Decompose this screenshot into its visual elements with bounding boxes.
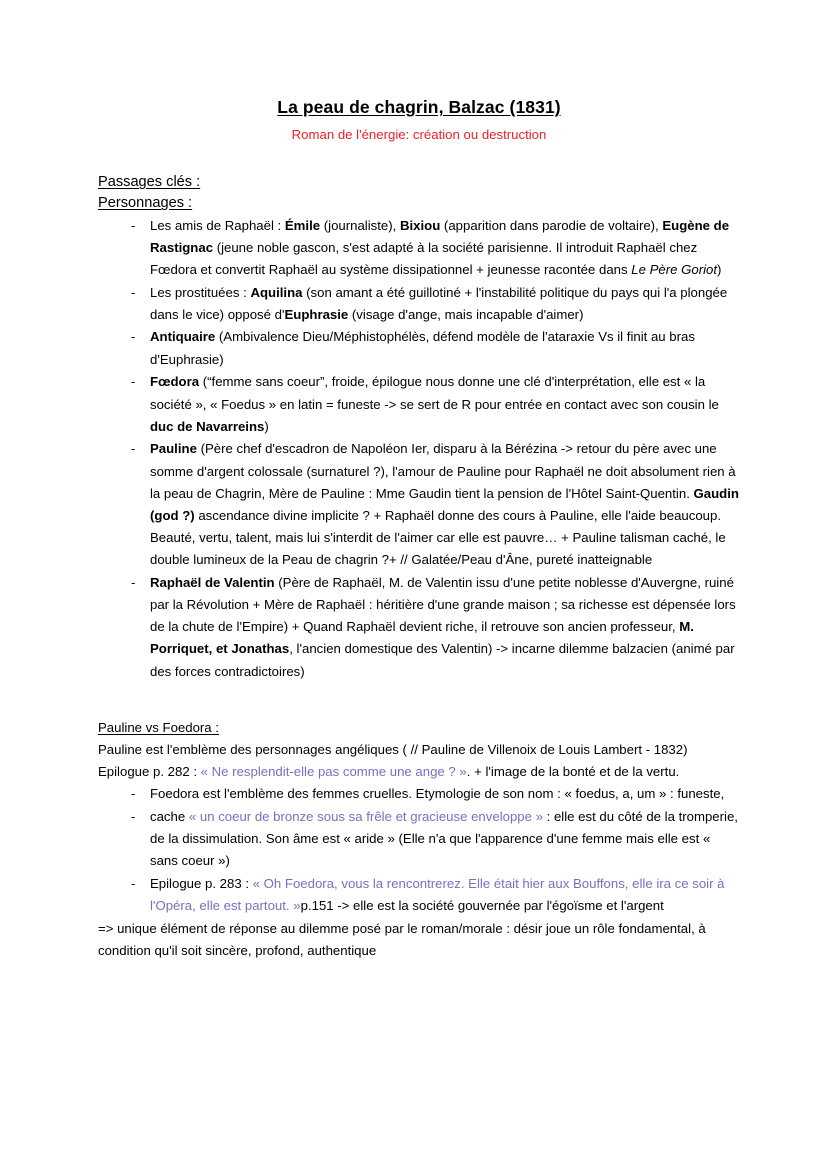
prostituees-tail: (visage d'ange, mais incapable d'aimer): [348, 306, 584, 322]
bullet-marker: -: [131, 808, 136, 824]
antiquaire-name: Antiquaire: [150, 329, 216, 345]
foedora-etymologie-text: Foedora est l'emblème des femmes cruelles. Etymologie de son nom : « foedus, a, um » : funeste,: [150, 786, 725, 802]
title-block: [98, 0, 740, 143]
bullet-marker: -: [131, 875, 136, 891]
antiquaire-text: (Ambivalence Dieu/Méphistophélès, défend modèle de l'ataraxie Vs il finit au bras d'Euphrasie): [150, 329, 695, 367]
heading-passages-cles: Passages clés :: [98, 174, 201, 191]
foedora-text: (“femme sans coeur”, froide, épilogue nous donne une clé d'interprétation, elle est « la société », « Foedus » en latin = funeste -> se sert de R pour entrée en contact avec son cousin le: [150, 374, 719, 412]
amis-bixiou: Bixiou: [399, 217, 441, 233]
amis-tail: ): [717, 261, 722, 277]
raphael-text-2: , l'ancien domestique des Valentin) -> incarne dilemme balzacien (animé par des forces contradictoires): [150, 641, 735, 679]
pauline-intro-quote: « Ne resplendit-elle pas comme une ange ? »: [200, 764, 467, 780]
bullet-marker: -: [131, 284, 136, 300]
raphael-porriquet: M. Porriquet, et Jonathas: [150, 619, 694, 657]
cache-tail: : elle est du côté de la tromperie, de la dissimulation. Son âme est « aride » (Elle n'a que l'apparence d'une femme mais elle est « sans coeur »): [150, 808, 738, 869]
cache-quote: « un coeur de bronze sous sa frêle et gracieuse enveloppe »: [188, 808, 543, 824]
bullet-marker: -: [131, 441, 136, 457]
bullet-marker: -: [131, 217, 136, 233]
raphael-name: Raphaël de Valentin: [150, 574, 275, 590]
amis-lead: Les amis de Raphaël :: [150, 217, 285, 233]
pauline-name: Pauline: [150, 441, 197, 457]
amis-rastignac-note: (jeune noble gascon, s'est adapté à la société parisienne. Il introduit Raphaël chez Fœdora et convertit Raphaël au système dissipationnel + jeunesse racontée dans: [150, 239, 698, 277]
pauline-intro-paragraph: [98, 739, 740, 783]
epilogue-quote: « Oh Foedora, vous la rencontrerez. Elle était hier aux Bouffons, elle ira ce soir à l'Opéra, elle est partout. »: [150, 875, 725, 914]
list-item-pauline: [98, 438, 740, 571]
prostituees-mid: (son amant a été guillotiné + l'instabilité politique du pays qui l'a plongée dans le vice) opposé d': [150, 284, 728, 322]
heading-pauline-vs-foedora: Pauline vs Foedora :: [98, 719, 219, 735]
prostituees-lead: Les prostituées :: [150, 284, 251, 300]
amis-goriot-title: Le Père Goriot: [631, 261, 718, 277]
list-item-cache: [98, 806, 740, 873]
prostituees-euphrasie: Euphrasie: [284, 306, 349, 322]
heading-personnages: Personnages :: [98, 195, 193, 212]
amis-rastignac: Eugène de Rastignac: [150, 217, 730, 255]
raphael-text-1: (Père de Raphaël, M. de Valentin issu d'une petite noblesse d'Auvergne, ruiné par la Révolution + Mère de Raphaël : héritière d'une grande maison ; sa richesse est dépensée lors de la chute de l'Empire) + Quand Raphaël devient riche, il retrouve son ancien professeur,: [150, 574, 736, 635]
list-item-raphael: [98, 572, 740, 683]
bullet-marker: -: [131, 329, 136, 345]
list-item-prostituees: [98, 282, 740, 326]
amis-emile: Émile: [284, 217, 321, 233]
amis-emile-note: (journaliste),: [320, 217, 400, 233]
cache-lead: cache: [150, 808, 189, 824]
heading-group: [98, 172, 740, 215]
pauline-intro-part-1: Pauline est l'emblème des personnages angéliques ( // Pauline de Villenoix de Louis Lambert - 1832) Epilogue p. 282 :: [98, 741, 688, 780]
pauline-text-2: ascendance divine implicite ? + Raphaël donne des cours à Pauline, elle l'aide beaucoup. Beauté, vertu, talent, mais lui s'interdit de l'aimer car elle est pauvre… + Pauline talisman caché, le double lumineux de la Peau de chagrin ?+ // Galatée/Peau d'Âne, pureté inatteignable: [150, 507, 726, 568]
conclusion-paragraph: => unique élément de réponse au dilemme posé par le roman/morale : désir joue un rôle fondamental, à condition qu'il soit sincère, profond, authentique: [98, 920, 706, 958]
personnages-list: [98, 215, 740, 683]
foedora-bullets-list: [98, 783, 740, 917]
pauline-gaudin: Gaudin (god ?): [150, 485, 739, 523]
bullet-marker: -: [131, 374, 136, 390]
list-item-foedora-etymologie: [98, 783, 740, 805]
foedora-tail: ): [264, 418, 269, 434]
bullet-marker: -: [131, 786, 136, 802]
epilogue-tail: p.151 -> elle est la société gouvernée par l'égoïsme et l'argent: [300, 898, 664, 914]
pauline-text-1: (Père chef d'escadron de Napoléon Ier, disparu à la Bérézina -> retour du père avec une somme d'argent colossale (surnaturel ?), l'amour de Pauline pour Raphaël ne doit absolument rien à la peau de Chagrin, Mère de Pauline : Mme Gaudin tient la pension de l'Hôtel Saint-Quentin.: [150, 441, 736, 501]
prostituees-aquilina: Aquilina: [250, 284, 303, 300]
list-item-epilogue: [98, 873, 740, 917]
list-item-foedora: [98, 371, 740, 438]
list-item-amis: [98, 215, 740, 282]
bullet-marker: -: [131, 574, 136, 590]
list-item-antiquaire: [98, 326, 740, 370]
amis-bixiou-note: (apparition dans parodie de voltaire),: [440, 217, 663, 233]
pauline-intro-part-2: . + l'image de la bonté et de la vertu.: [466, 764, 680, 780]
foedora-duc: duc de Navarreins: [150, 418, 265, 434]
foedora-name: Fœdora: [150, 374, 200, 390]
pauline-vs-foedora-section: [98, 717, 740, 784]
document-subtitle: Roman de l'énergie: création ou destruction: [291, 126, 547, 142]
epilogue-lead: Epilogue p. 283 :: [150, 875, 253, 891]
document-title: La peau de chagrin, Balzac (1831): [277, 97, 561, 117]
